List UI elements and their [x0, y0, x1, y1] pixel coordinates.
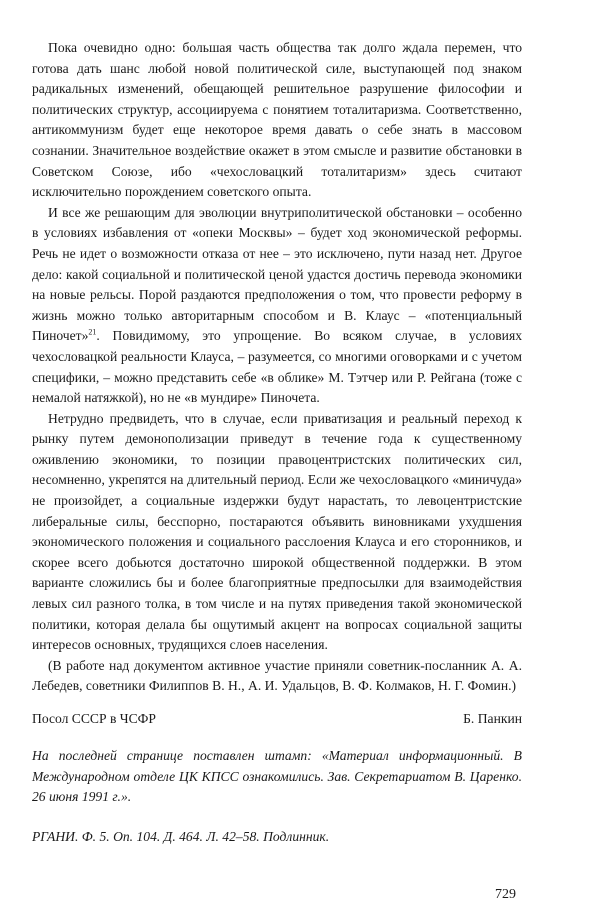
signature-block: [32, 709, 522, 729]
paragraph-2: [32, 203, 522, 409]
paragraph-2-text: И все же решающим для эволюции внутриполитической обстановки – особенно в условиях избавления от «опеки Москвы» – будет ход экономической реформы. Речь не идет о возможности отказа от нее – это исключено, пути назад нет. Другое дело: какой социальной и политической ценой удастся достичь перевода экономики на новые рельсы. Порой раздаются предположения о том, что провести реформу в жизнь можно только авторитарным способом и В. Клаус – «потенциальный Пиночет»: [32, 204, 522, 344]
signature-position: Посол СССР в ЧСФР: [32, 711, 156, 726]
page-number: 729: [495, 887, 516, 902]
signature-name: Б. Панкин: [463, 711, 522, 726]
footnote-mark: 21: [88, 327, 97, 337]
paragraph-2-text-after: . Повидимому, это упрощение. Во всяком случае, в условиях чехословацкой реальности Клауса, – разумеется, со многими оговорками и с учетом специфики, – можно представить себе «в облике» М. Тэтчер или Р. Рейгана (тоже с немалой натяжкой), но не «в мундире» Пиночета.: [32, 328, 522, 406]
paragraph-1: Пока очевидно одно: большая часть общества так долго ждала перемен, что готова дать шанс любой новой политической силе, выступающей под знаком радикальных изменений, обещающей решительное разрушение философии и политических структур, ассоциируема с понятием тоталитаризма. Соответственно, антикоммунизм будет еще некоторое время давать о себе знать в массовом сознании. Значительное воздействие окажет в этом смысле и развитие обстановки в Советском Союзе, ибо «чехословацкий тоталитаризм» здесь считают исключительно порождением советского опыта.: [32, 40, 522, 200]
archival-note: На последней странице поставлен штамп: «Материал информационный. В Международном отделе ЦК КПСС ознакомились. Зав. Секретариатом В. Царенко. 26 июня 1991 г.».: [32, 748, 522, 805]
archive-source: РГАНИ. Ф. 5. Оп. 104. Д. 464. Л. 42–58. Подлинник.: [32, 828, 330, 844]
paragraph-4: (В работе над документом активное участие приняли советник-посланник А. А. Лебедев, советники Филиппов В. Н., А. И. Удальцов, В. Ф. Колмаков, Н. Г. Фомин.): [32, 657, 522, 694]
paragraph-3: Нетрудно предвидеть, что в случае, если приватизация и реальный переход к рынку путем демонополизации приведут в течение года к существенному оживлению экономики, то позиции правоцентристских политических сил, несомненно, укрепятся на длительный период. Если же чехословацкого «миничуда» не произойдет, а социальные издержки будут нарастать, то левоцентристские либеральные силы, бесспорно, постараются объявить виновниками ухудшения экономического положения и социального расслоения Клауса и его сторонников, и скорее всего добьются достаточно широкой общественной поддержки. В этом варианте сложились бы и более благоприятные предпосылки для взаимодействия левых сил разного толка, в том числе и на путях приведения такой экономической политики, которая делала бы ощутимый акцент на вопросах социальной защиты интересов основных, трудящихся слоев населения.: [32, 410, 522, 653]
document-page: [32, 38, 522, 847]
